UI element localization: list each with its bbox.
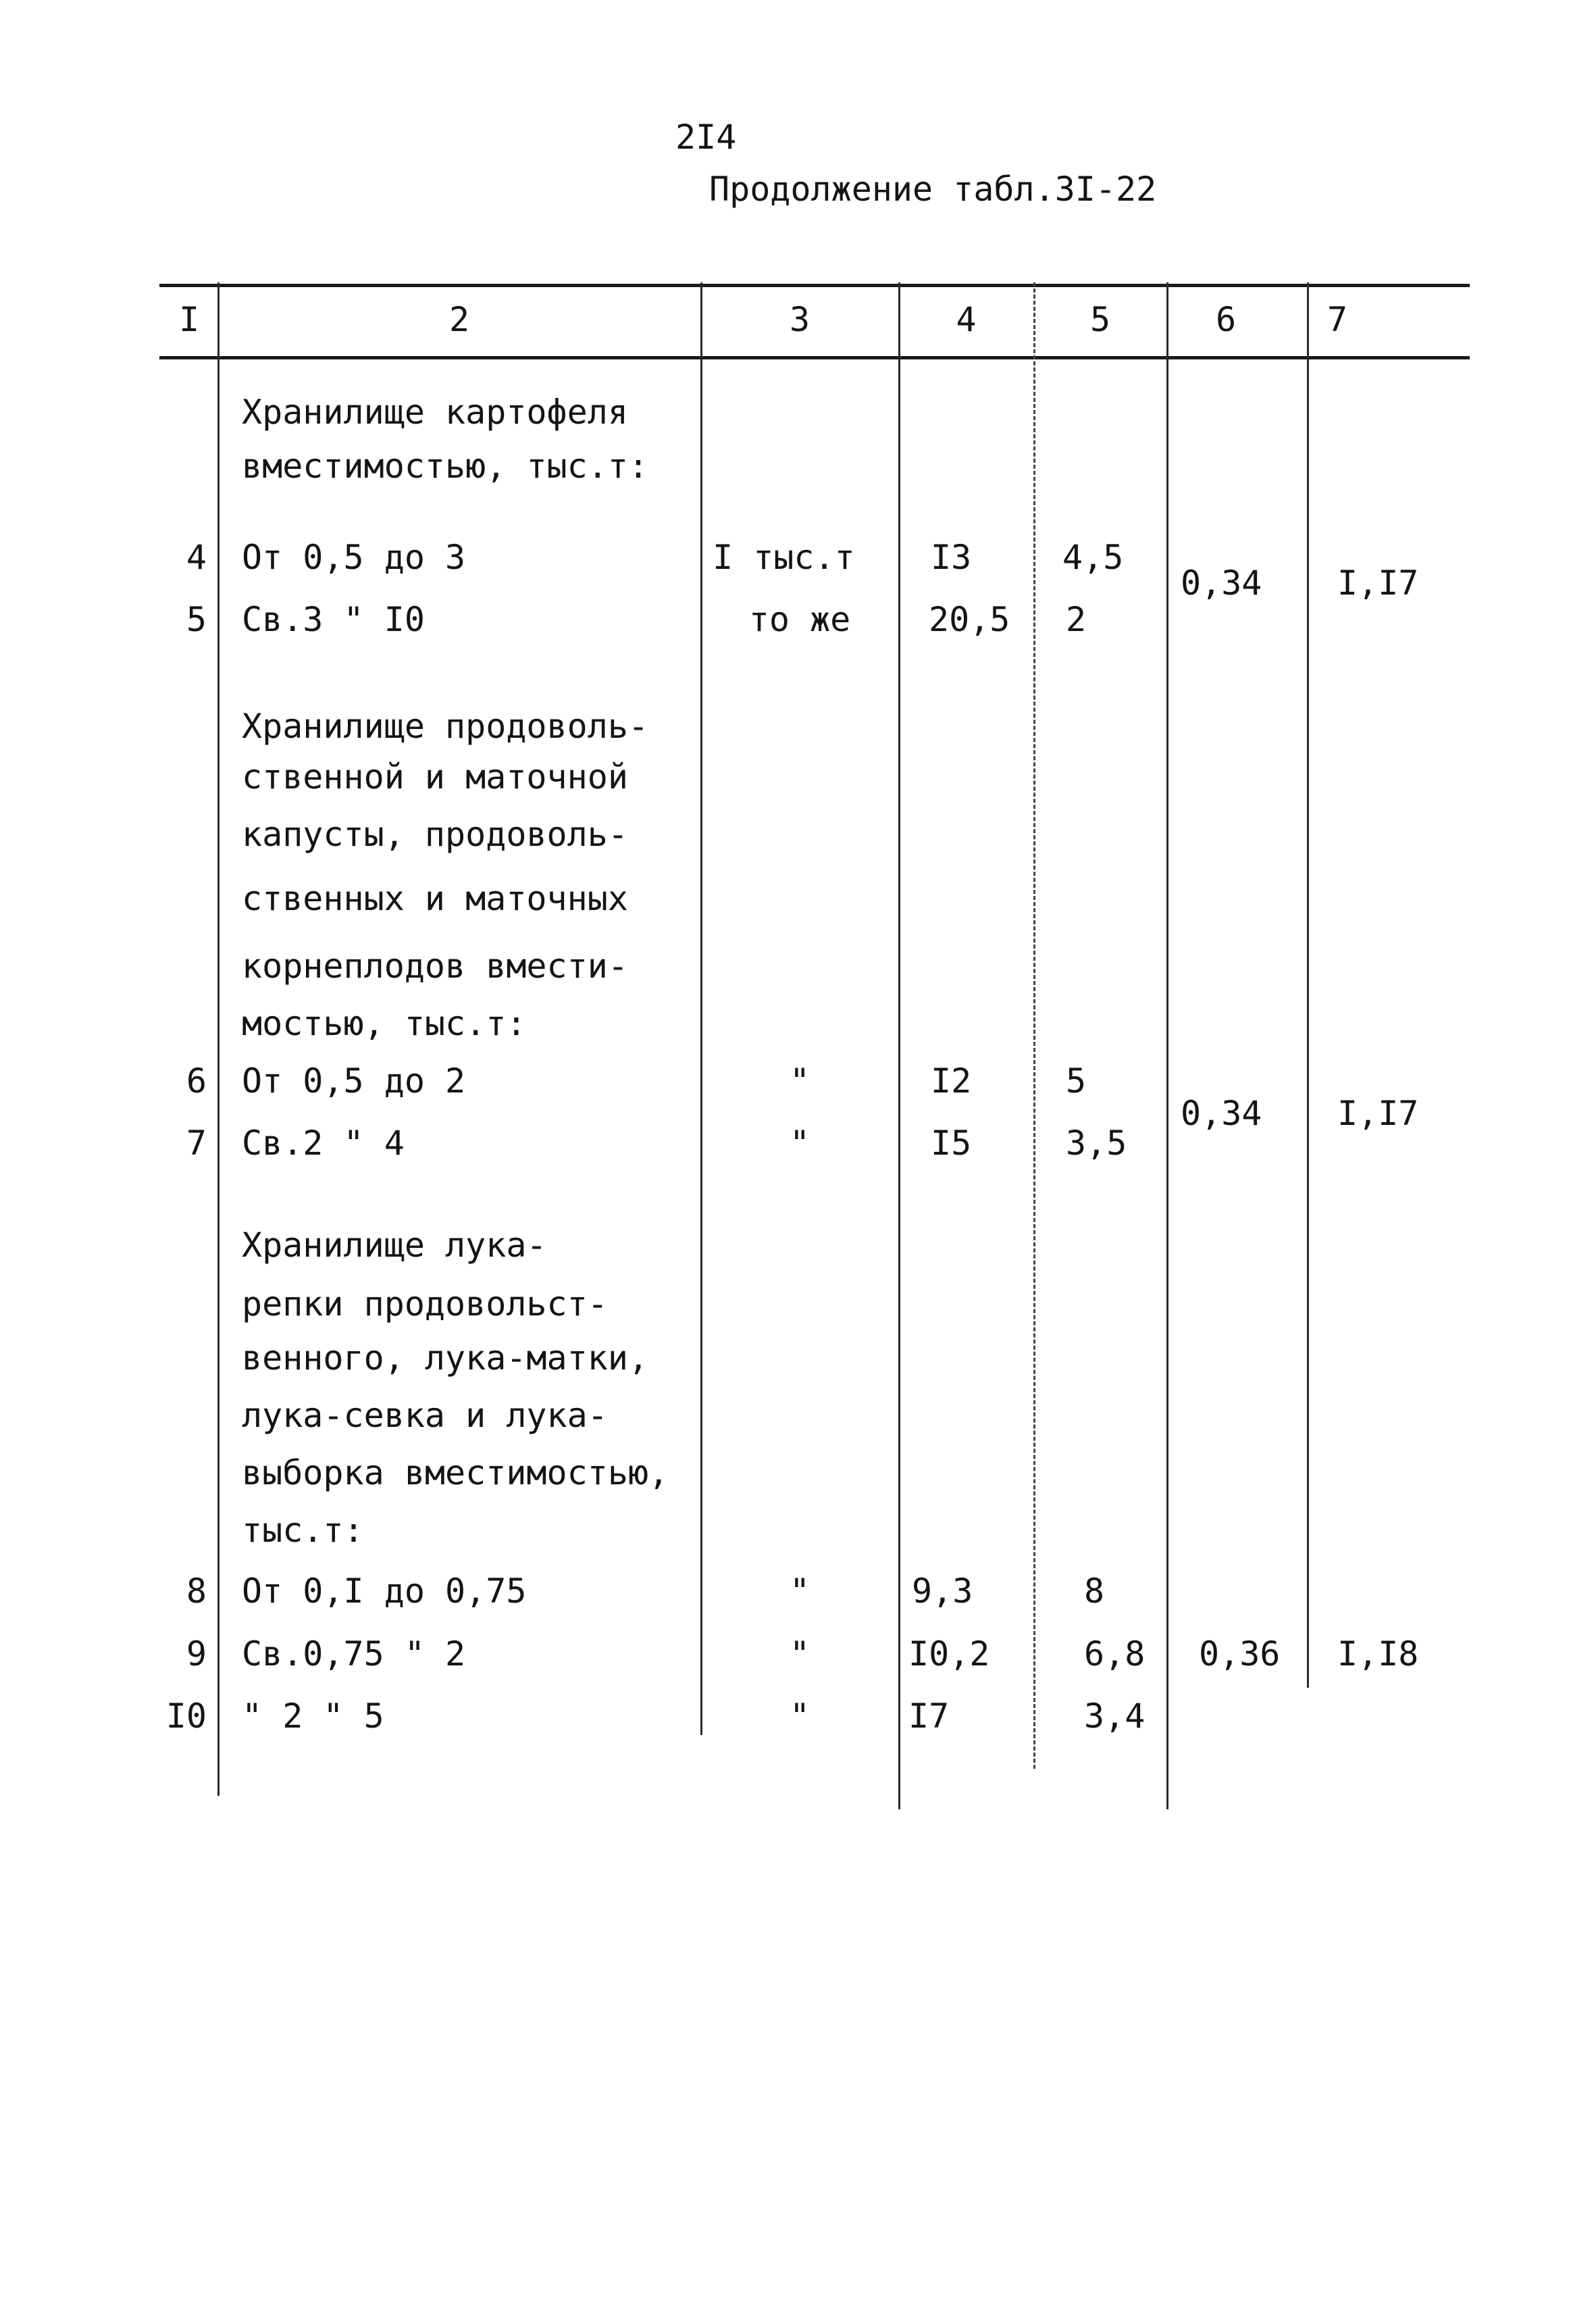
table-top-rule (159, 284, 1470, 287)
row-unit: I тыс.т (713, 538, 855, 577)
group-title-line: лука-севка и лука- (242, 1396, 608, 1435)
row-col4: I7 (908, 1696, 950, 1736)
header-col-5: 5 (1089, 300, 1111, 339)
row-unit: " (789, 1696, 810, 1736)
row-unit: " (789, 1124, 810, 1163)
row-col5: 3,5 (1066, 1124, 1127, 1163)
row-number: 9 (186, 1634, 207, 1674)
group-title-line: тыс.т: (242, 1511, 364, 1550)
row-unit: то же (748, 600, 851, 639)
row-col5: 8 (1084, 1571, 1105, 1611)
row-col5: 2 (1066, 600, 1087, 639)
header-col-3: 3 (789, 300, 810, 339)
table-caption: Продолжение табл.3I-22 (709, 170, 1157, 209)
row-col5: 4,5 (1062, 538, 1124, 577)
group-title-line: вместимостью, тыс.т: (242, 447, 649, 486)
row-unit: " (789, 1061, 810, 1101)
row-col4: 9,3 (912, 1571, 973, 1611)
group-col6: 0,34 (1181, 563, 1262, 603)
group-col6: 0,36 (1199, 1634, 1281, 1674)
group-title-line: выборка вместимостью, (242, 1453, 669, 1492)
row-unit: " (789, 1634, 810, 1674)
row-number: 5 (186, 600, 207, 639)
group-title-line: Хранилище картофеля (242, 393, 628, 432)
group-title-line: Хранилище продоволь- (242, 707, 649, 746)
header-col-1: I (178, 300, 200, 339)
group-col6: 0,34 (1181, 1094, 1262, 1133)
row-name: От 0,5 до 3 (242, 538, 466, 577)
group-title-line: венного, лука-матки, (242, 1338, 649, 1378)
col-divider-4 (1033, 282, 1035, 1769)
col-divider-1 (217, 282, 220, 1796)
row-name: От 0,I до 0,75 (242, 1571, 527, 1611)
row-name: Св.2 " 4 (242, 1124, 405, 1163)
group-title-line: корнеплодов вмести- (242, 947, 628, 986)
row-unit: " (789, 1571, 810, 1611)
row-number: 4 (186, 538, 207, 577)
row-number: 6 (186, 1061, 207, 1101)
row-number: 8 (186, 1571, 207, 1611)
row-col5: 5 (1066, 1061, 1087, 1101)
col-divider-5 (1166, 282, 1168, 1809)
row-col5: 6,8 (1084, 1634, 1145, 1674)
row-name: " 2 " 5 (242, 1696, 384, 1736)
group-col7: I,I7 (1337, 1094, 1419, 1133)
col-divider-3 (898, 282, 900, 1809)
col-divider-2 (700, 282, 702, 1735)
group-title-line: репки продовольст- (242, 1284, 608, 1324)
group-title-line: Хранилище лука- (242, 1226, 547, 1265)
row-col4: I0,2 (908, 1634, 990, 1674)
group-title-line: мостью, тыс.т: (242, 1004, 527, 1043)
row-col4: 20,5 (929, 600, 1010, 639)
header-col-4: 4 (956, 300, 977, 339)
header-col-6: 6 (1215, 300, 1237, 339)
group-col7: I,I7 (1337, 563, 1419, 603)
row-col4: I5 (931, 1124, 972, 1163)
group-title-line: ственной и маточной (242, 757, 628, 797)
page-number: 2I4 (675, 118, 737, 157)
row-col5: 3,4 (1084, 1696, 1145, 1736)
row-name: Св.3 " I0 (242, 600, 425, 639)
row-name: От 0,5 до 2 (242, 1061, 466, 1101)
header-col-7: 7 (1327, 300, 1348, 339)
group-title-line: ственных и маточных (242, 879, 628, 918)
col-divider-6 (1307, 282, 1309, 1688)
row-number: I0 (165, 1696, 207, 1736)
row-name: Св.0,75 " 2 (242, 1634, 466, 1674)
header-bottom-rule (159, 356, 1470, 359)
row-number: 7 (186, 1124, 207, 1163)
group-col7: I,I8 (1337, 1634, 1419, 1674)
row-col4: I2 (931, 1061, 972, 1101)
header-col-2: 2 (448, 300, 470, 339)
row-col4: I3 (931, 538, 972, 577)
group-title-line: капусты, продоволь- (242, 815, 628, 854)
